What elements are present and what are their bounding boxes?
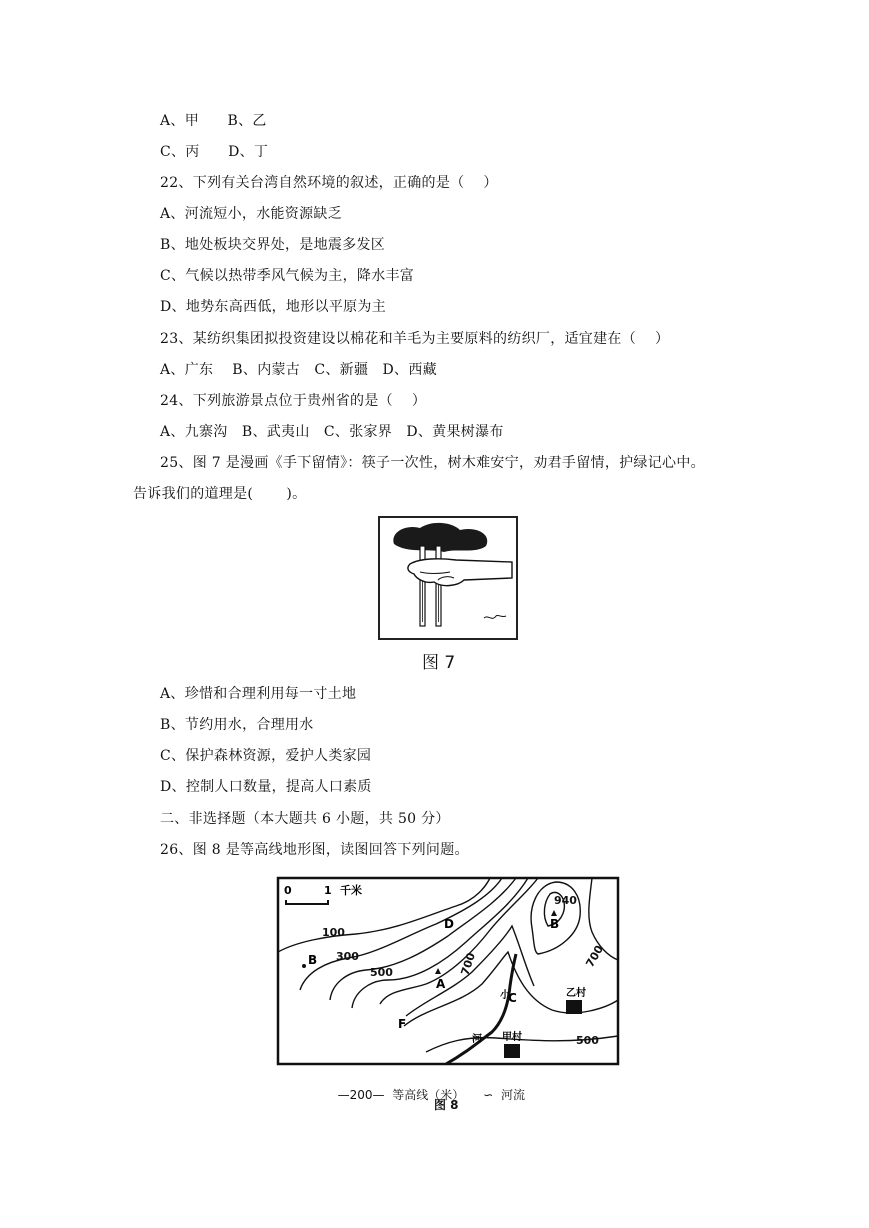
- point-label-f: F: [398, 1017, 407, 1031]
- scale-unit: 千米: [340, 884, 362, 897]
- point-b-dot: [302, 964, 306, 968]
- river-label-small: 小: [500, 990, 510, 1001]
- contour-label-700-east: 700: [583, 943, 607, 970]
- q24-stem: 24、下列旅游景点位于贵州省的是（ ）: [160, 393, 427, 409]
- q23-stem: 23、某纺织集团拟投资建设以棉花和羊毛为主要原料的纺织厂，适宜建在（ ）: [160, 331, 670, 347]
- contour-label-700: 700: [458, 951, 478, 977]
- point-label-b-peak: B: [550, 917, 560, 931]
- q24-options: A、九寨沟 B、武夷山 C、张家界 D、黄果树瀑布: [160, 424, 504, 440]
- section-2-heading: 二、非选择题（本大题共 6 小题，共 50 分）: [160, 811, 450, 827]
- q21-options-cd: C、丙 D、丁: [160, 144, 269, 160]
- q22-option-b: B、地处板块交界处，是地震多发区: [160, 237, 386, 253]
- legend-contour-value: 200: [349, 1088, 373, 1102]
- q25-option-b: B、节约用水，合理用水: [160, 717, 314, 733]
- q21-options-ab: A、甲 B、乙: [160, 113, 267, 129]
- point-label-a: A: [436, 977, 446, 991]
- contour-map-drawing: [276, 876, 622, 1068]
- q25-option-d: D、控制人口数量，提高人口素质: [160, 779, 372, 795]
- village-jia-marker: [504, 1044, 520, 1058]
- q25-option-a: A、珍惜和合理利用每一寸土地: [160, 686, 357, 702]
- cartoon-drawing: [380, 518, 516, 638]
- figure-7-caption: 图 7: [422, 653, 456, 673]
- q22-option-d: D、地势东高西低，地形以平原为主: [160, 299, 387, 315]
- q25-option-c: C、保护森林资源，爱护人类家园: [160, 748, 372, 764]
- contour-label-500-south: 500: [576, 1034, 599, 1047]
- figure-8-contour-map: [276, 876, 622, 1068]
- scale-one: 1: [324, 884, 332, 897]
- q25-stem-line2: 告诉我们的道理是( )。: [133, 486, 307, 502]
- q25-stem-line1: 25、图 7 是漫画《手下留情》：筷子一次性，树木难安宁，劝君手留情，护绿记心中。: [160, 455, 705, 471]
- river-label: 河: [472, 1034, 482, 1045]
- q26-stem: 26、图 8 是等高线地形图，读图回答下列问题。: [160, 842, 469, 858]
- scale-zero: 0: [284, 884, 292, 897]
- legend-contour-sample: —: [337, 1088, 350, 1102]
- village-yi-marker: [566, 1000, 582, 1014]
- q22-stem: 22、下列有关台湾自然环境的叙述，正确的是（ ）: [160, 175, 498, 191]
- village-jia-label: 甲村: [502, 1032, 522, 1043]
- q22-option-a: A、河流短小，水能资源缺乏: [160, 206, 343, 222]
- contour-label-100: 100: [322, 926, 345, 939]
- q22-option-c: C、气候以热带季风气候为主，降水丰富: [160, 268, 415, 284]
- point-label-b-west: B: [308, 953, 318, 967]
- figure-7-cartoon: [378, 516, 518, 640]
- hand: [408, 559, 512, 586]
- contour-label-940: 940: [554, 894, 577, 907]
- legend-contour-text: 等高线（米）: [392, 1088, 465, 1102]
- point-label-d: D: [444, 917, 454, 931]
- contour-label-500: 500: [370, 966, 393, 979]
- figure-8-caption: 图 8: [434, 1098, 459, 1112]
- village-yi-label: 乙村: [566, 988, 586, 999]
- figure-8-legend: —200— 等高线（米） ∽ 河流: [337, 1088, 525, 1102]
- legend-river-text: 河流: [500, 1088, 525, 1102]
- contour-label-300: 300: [336, 950, 359, 963]
- point-label-c: C: [508, 991, 517, 1005]
- q23-options: A、广东 B、内蒙古 C、新疆 D、西藏: [160, 362, 437, 378]
- signature-scribble: [484, 615, 506, 618]
